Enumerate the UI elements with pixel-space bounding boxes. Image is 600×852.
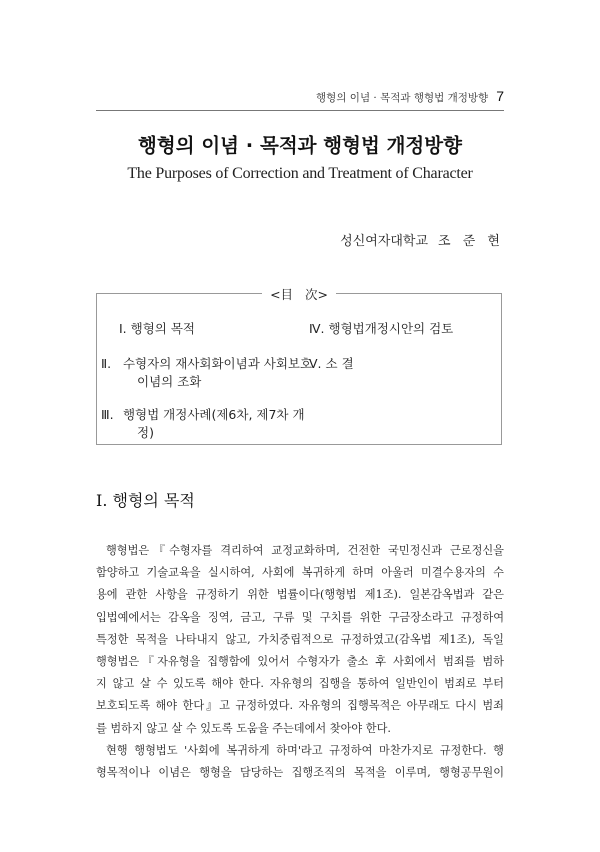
toc-item-number: Ⅰ.	[119, 321, 127, 336]
toc-item	[119, 320, 195, 338]
body-line: 용에 관한 사항을 규정하기 위한 법률이다(행형법 제1조). 일본감옥법과 같은	[96, 588, 504, 602]
toc-item-number: Ⅴ.	[309, 356, 322, 371]
header-rule	[96, 110, 504, 111]
body-line: 행형법은『자유형을 집행함에 있어서 수형자가 출소 후 사회에서 범죄를 범하	[96, 654, 504, 668]
section-heading: I. 행형의 목적	[96, 491, 195, 510]
toc-item-label: 행형의 목적	[130, 321, 196, 336]
toc-item-number: Ⅳ.	[309, 321, 325, 336]
toc-item-label: 행형법개정시안의 검토	[328, 321, 454, 336]
author-name: 조 준 현	[438, 234, 504, 249]
body-line: 함양하고 기술교육을 실시하여, 사회에 복귀하게 하며 아울러 미결수용자의 수	[96, 566, 504, 580]
body-line: 지 않고 살 수 있도록 해야 한다. 자유형의 집행을 통하여 일반인이 범죄로 부터	[96, 677, 504, 691]
table-of-contents	[96, 287, 502, 445]
body-line: 행형법은『수형자를 격리하여 교정교화하며, 건전한 국민정신과 근로정신을	[106, 544, 504, 557]
toc-item: Ⅲ. 행형법 개정사례(제6차, 제7차 개정)	[101, 407, 305, 440]
body-line: 보호되도록 해야 한다』고 규정하였다. 자유형의 집행목적은 아무래도 다시 범죄	[96, 699, 504, 713]
toc-heading: <目 次>	[262, 287, 336, 302]
body-line: 를 범하지 않고 살 수 있도록 도움을 주는데에서 찾아야 한다.	[96, 721, 391, 735]
article-title: 행형의 이념 · 목적과 행형법 개정방향	[138, 134, 462, 157]
toc-item	[309, 320, 453, 338]
body-line: 현행 행형법도 '사회에 복귀하게 하며'라고 규정하여 마찬가지로 규정한다. 행	[106, 743, 504, 757]
author-line	[340, 230, 504, 249]
toc-item	[309, 355, 354, 373]
toc-heading-wrap	[97, 285, 501, 304]
toc-item-label: 행형법 개정사례(제6차, 제7차 개정)	[122, 407, 305, 440]
article-title-english: The Purposes of Correction and Treatment of Character	[127, 165, 473, 182]
body-line: 특정한 목적을 나타내지 않고, 가치중립적으로 규정하였고(감옥법 제1조), 독일	[96, 632, 504, 646]
page-number: 7	[496, 88, 504, 104]
toc-item-label: 소 결	[325, 356, 354, 371]
body-text	[96, 540, 504, 784]
toc-item-label: 수형자의 재사회화이념과 사회보호이념의 조화	[122, 356, 313, 389]
toc-item: Ⅱ. 수형자의 재사회화이념과 사회보호이념의 조화	[101, 356, 313, 389]
body-line: 입법예에서는 감옥을 징역, 금고, 구류 및 구치를 위한 구금장소라고 규정하여	[96, 610, 504, 624]
running-header	[316, 88, 504, 105]
body-line: 형목적이나 이념은 행형을 담당하는 집행조직의 목적을 이루며, 행형공무원이	[96, 765, 504, 779]
running-header-title: 행형의 이념 · 목적과 행형법 개정방향	[316, 92, 489, 104]
author-affiliation: 성신여자대학교	[340, 234, 429, 249]
